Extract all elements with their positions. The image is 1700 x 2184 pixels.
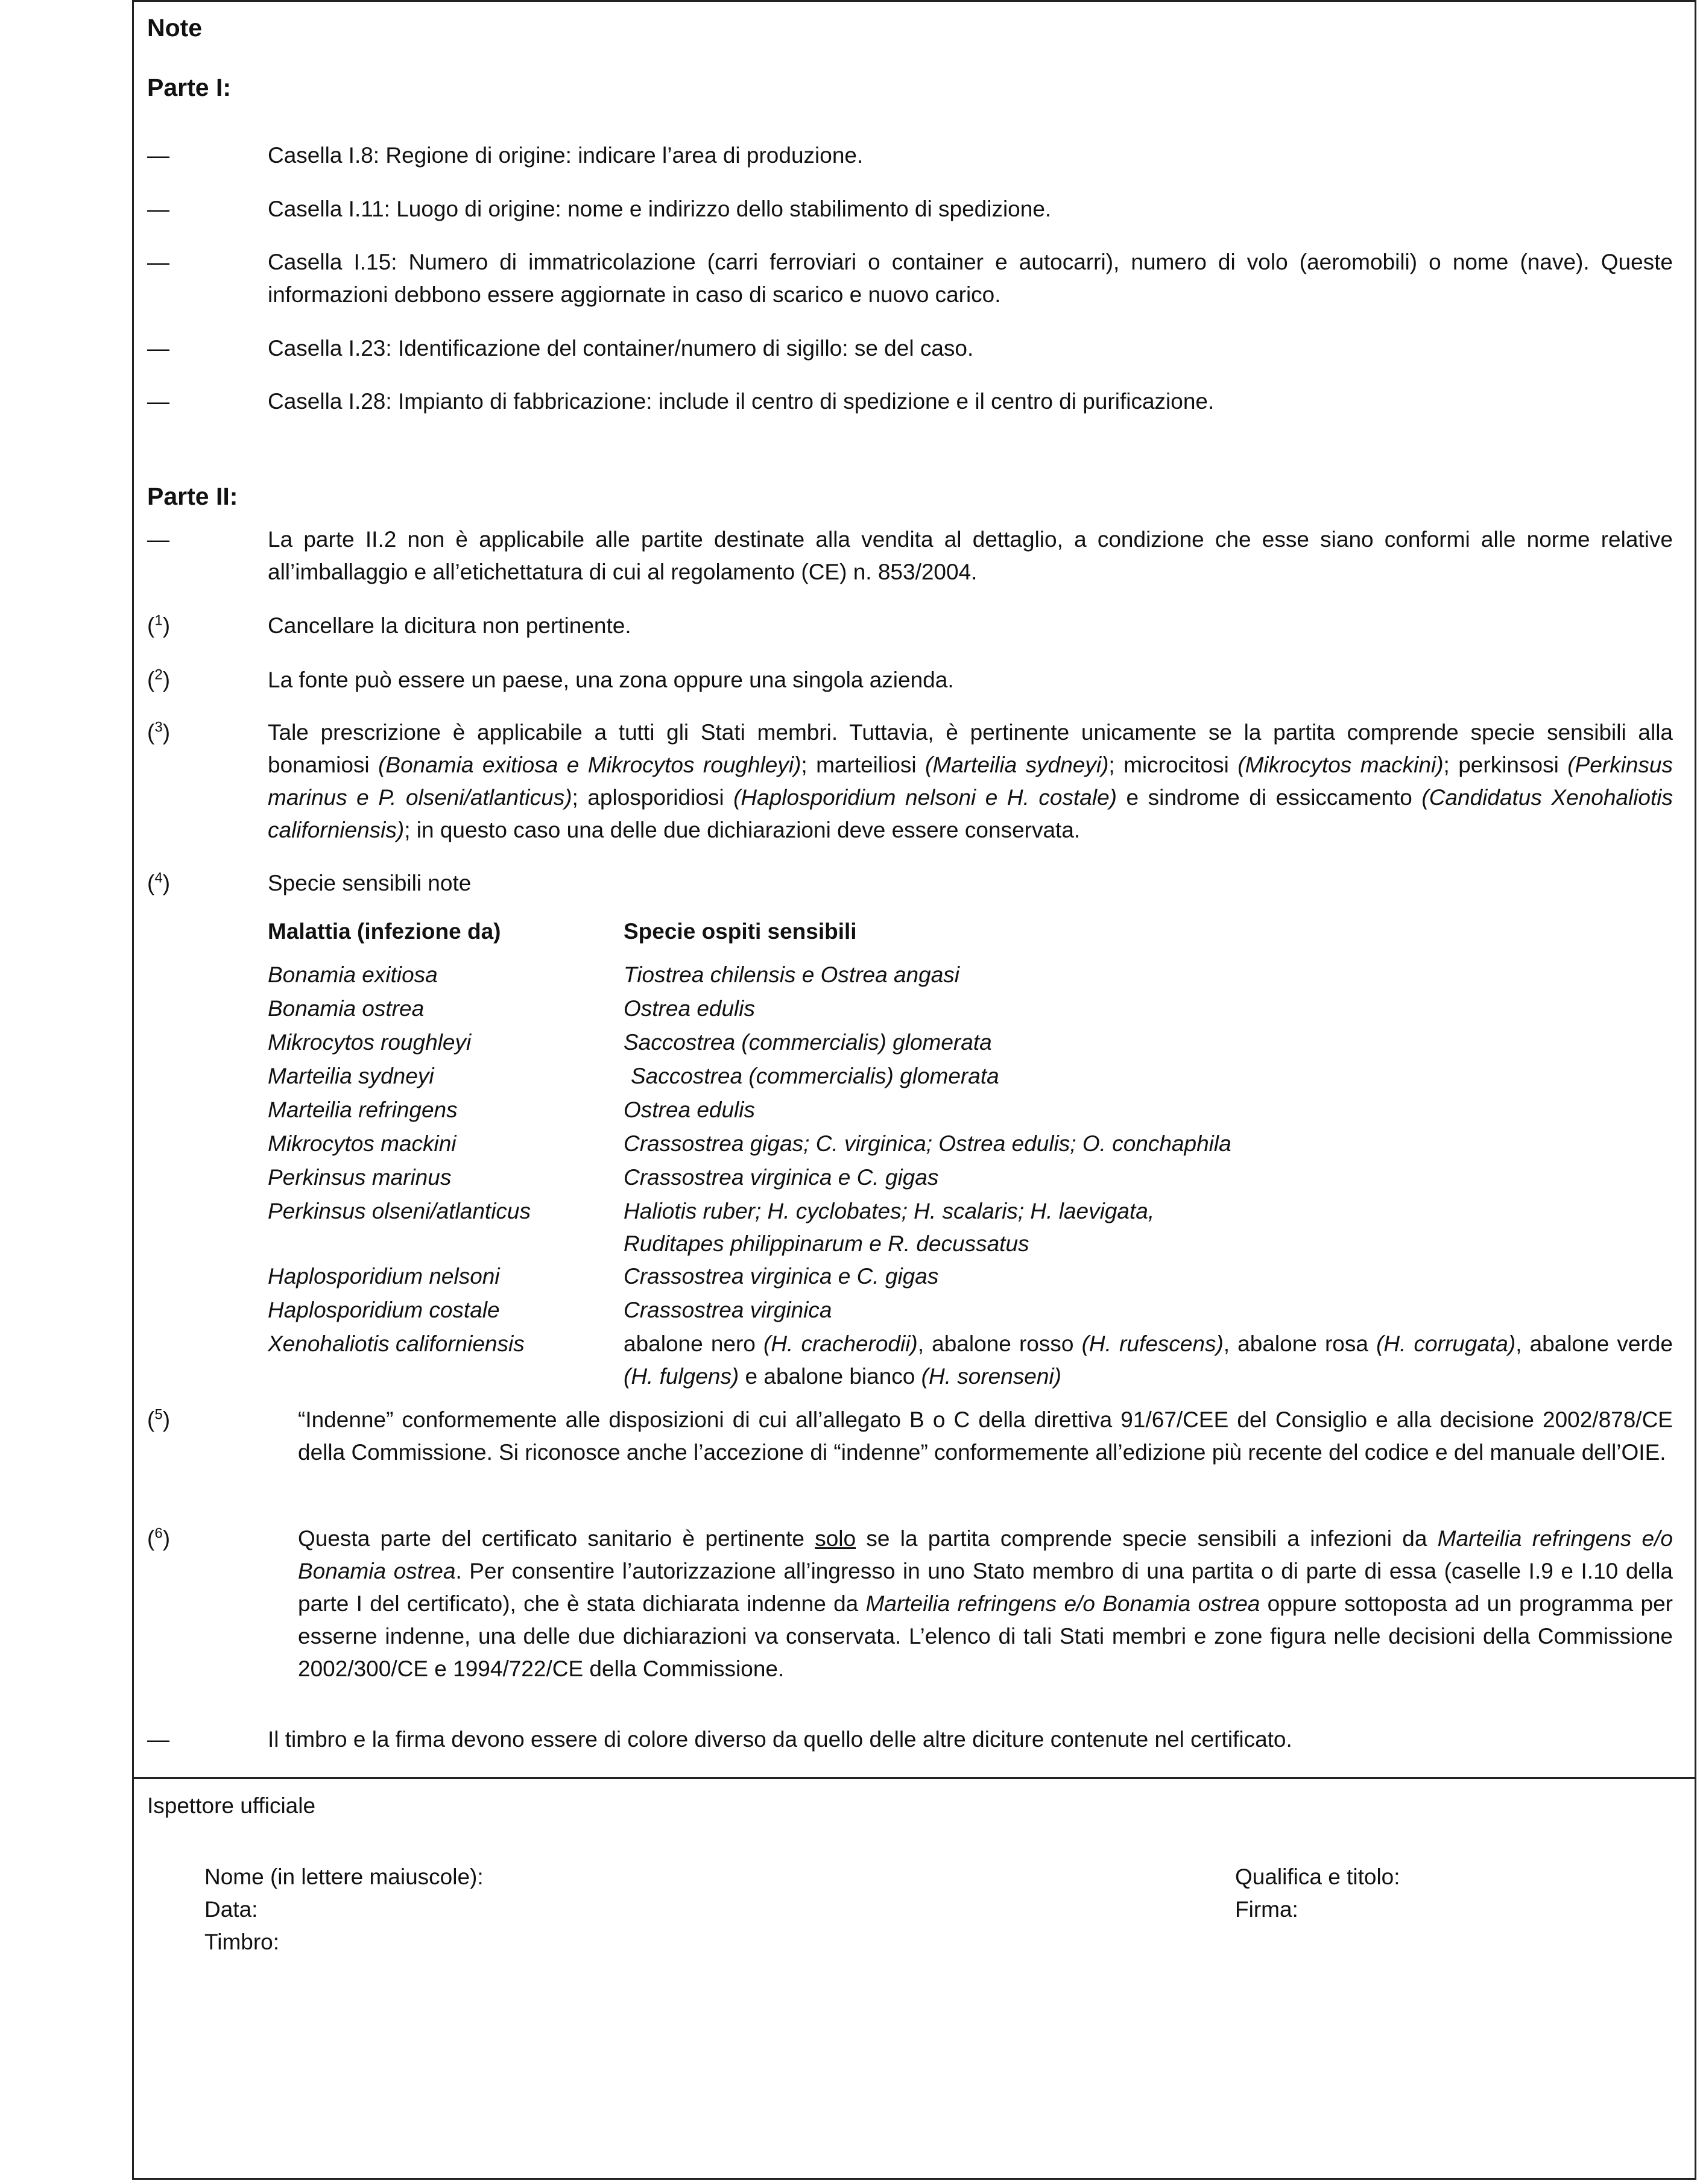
footnote-text: Tale prescrizione è applicabile a tutti gli Stati membri. Tuttavia, è pertinente unicamente se la partita comprende specie sensibili alla bonamiosi (Bonamia exitiosa e Mikrocytos roughleyi); marteiliosi (Marteilia sydneyi); microcitosi (Mikrocytos mackini); perkinsosi (Perkinsus marinus e P. olseni/atlanticus); aplosporidiosi (Haplosporidium nelsoni e H. costale) e sindrome di essiccamento (Candidatus Xenohaliotis californiensis); in questo caso una delle due dichiarazioni deve essere conservata. (268, 720, 1673, 842)
table-row: Bonamia exitiosa Tiostrea chilensis e Ostrea angasi (268, 962, 959, 987)
dash-marker: — (147, 197, 169, 221)
table-row: Haplosporidium costale Crassostrea virginica (268, 1298, 832, 1322)
item-text: Casella I.28: Impianto di fabbricazione: include il centro di spedizione e il centro di purificazione. (268, 389, 1215, 414)
col-hosts-header: Specie ospiti sensibili (624, 919, 857, 944)
col-disease-header: Malattia (infezione da) (268, 919, 501, 944)
dash-marker: — (147, 527, 169, 552)
footnote-6 (147, 1523, 1673, 1685)
notes-title: Note (147, 14, 203, 42)
part-2-intro (147, 523, 1673, 589)
part-1-item-box-23 (147, 332, 1673, 365)
footnote-marker: ($^6$) (147, 1525, 171, 1551)
footnote-text: Cancellare la dicitura non pertinente. (268, 613, 631, 638)
table-row: Perkinsus olseni/atlanticus Haliotis ruber; H. cyclobates; H. scalaris; H. laevigata, Ruditapes philippinarum e R. decussatus (268, 1199, 1155, 1256)
table-row: Marteilia refringens Ostrea edulis (268, 1097, 755, 1122)
part-1-item-box-11 (147, 193, 1673, 226)
footnote-3 (147, 716, 1673, 847)
dash-marker: — (147, 389, 169, 414)
table-row: Perkinsus marinus Crassostrea virginica e C. gigas (268, 1165, 939, 1190)
item-text: Casella I.23: Identificazione del container/numero di sigillo: se del caso. (268, 336, 974, 361)
item-text: Casella I.15: Numero di immatricolazione (carri ferroviari o container e autocarri), numero di volo (aeromobili) o nome (nave). Queste informazioni debbono essere aggiornate in caso di scarico e nuovo carico. (268, 250, 1673, 307)
stamp-label: Timbro: (204, 1930, 280, 1954)
table-row: Mikrocytos roughleyi Saccostrea (commercialis) glomerata (268, 1030, 992, 1055)
footnote-marker: ($^1$) (147, 612, 171, 638)
part-1-item-box-15 (147, 246, 1673, 311)
table-row: Mikrocytos mackini Crassostrea gigas; C. virginica; Ostrea edulis; O. conchaphila (268, 1131, 1231, 1156)
footnote-text: Specie sensibili note (268, 871, 472, 895)
part-1-item-box-28 (147, 385, 1673, 418)
dash-marker: — (147, 1727, 169, 1752)
part-2-heading: Parte II: (147, 482, 238, 510)
item-text: Il timbro e la firma devono essere di colore diverso da quello delle altre diciture contenute nel certificato. (268, 1727, 1292, 1752)
footnote-text: “Indenne” conformemente alle disposizioni di cui all’allegato B o C della direttiva 91/67/CEE del Consiglio e alla decisione 2002/878/CE della Commissione. Si riconosce anche l’accezione di “indenne” conformemente all’edizione più recente del codice e del manuale dell’OIE. (298, 1407, 1673, 1465)
final-note (147, 1723, 1673, 1756)
certificate-notes-frame (132, 0, 1696, 2180)
dash-marker: — (147, 336, 169, 361)
item-text: La parte II.2 non è applicabile alle partite destinate alla vendita al dettaglio, a condizione che esse siano conformi alle norme relative all’imballaggio e all’etichettatura di cui al regolamento (CE) n. 853/2004. (268, 527, 1673, 584)
table-row: Xenohaliotis californiensis abalone nero (H. cracherodii), abalone rosso (H. rufescens), abalone rosa (H. corrugata), abalone verde (H. fulgens) e abalone bianco (H. sorenseni) (268, 1331, 1673, 1389)
footnote-text: La fonte può essere un paese, una zona oppure una singola azienda. (268, 668, 954, 692)
footnote-text: Questa parte del certificato sanitario è pertinente solo se la partita comprende specie sensibili a infezioni da Marteilia refringens e/o Bonamia ostrea. Per consentire l’autorizzazione all’ingresso in uno Stato membro di una partita o di parte di essa (caselle I.9 e I.10 della parte I del certificato), che è stata dichiarata indenne da Marteilia refringens e/o Bonamia ostrea oppure sottoposta ad un programma per esserne indenne, una delle due dichiarazioni va conservata. L’elenco di tali Stati membri e zone figura nelle decisioni della Commissione 2002/300/CE e 1994/722/CE della Commissione. (298, 1526, 1673, 1681)
footnote-1 (147, 610, 1673, 642)
signature-label: Firma: (1235, 1897, 1298, 1922)
footnote-2 (147, 664, 1673, 696)
footnote-marker: ($^2$) (147, 666, 171, 692)
footnote-marker: ($^3$) (147, 719, 171, 745)
item-text: Casella I.8: Regione di origine: indicare l’area di produzione. (268, 143, 864, 168)
table-row: Bonamia ostrea Ostrea edulis (268, 996, 755, 1021)
table-row: Haplosporidium nelsoni Crassostrea virginica e C. gigas (268, 1264, 939, 1289)
inspector-title: Ispettore ufficiale (147, 1793, 316, 1818)
dash-marker: — (147, 143, 169, 168)
footnote-4 (147, 867, 1673, 900)
dash-marker: — (147, 250, 169, 274)
item-text: Casella I.11: Luogo di origine: nome e indirizzo dello stabilimento di spedizione. (268, 197, 1052, 221)
section-divider (134, 1777, 1695, 1779)
part-1-item-box-8 (147, 139, 1673, 172)
date-label: Data: (204, 1897, 258, 1922)
footnote-marker: ($^5$) (147, 1406, 171, 1432)
table-header-row (268, 915, 1673, 949)
footnote-marker: ($^4$) (147, 869, 171, 895)
susceptible-species-table (268, 915, 1673, 1393)
name-label: Nome (in lettere maiuscole): (204, 1864, 484, 1889)
part-1-heading: Parte I: (147, 74, 231, 101)
footnote-5 (147, 1404, 1673, 1469)
table-row: Marteilia sydneyi Saccostrea (commercialis) glomerata (268, 1064, 999, 1088)
qualification-label: Qualifica e titolo: (1235, 1864, 1400, 1889)
